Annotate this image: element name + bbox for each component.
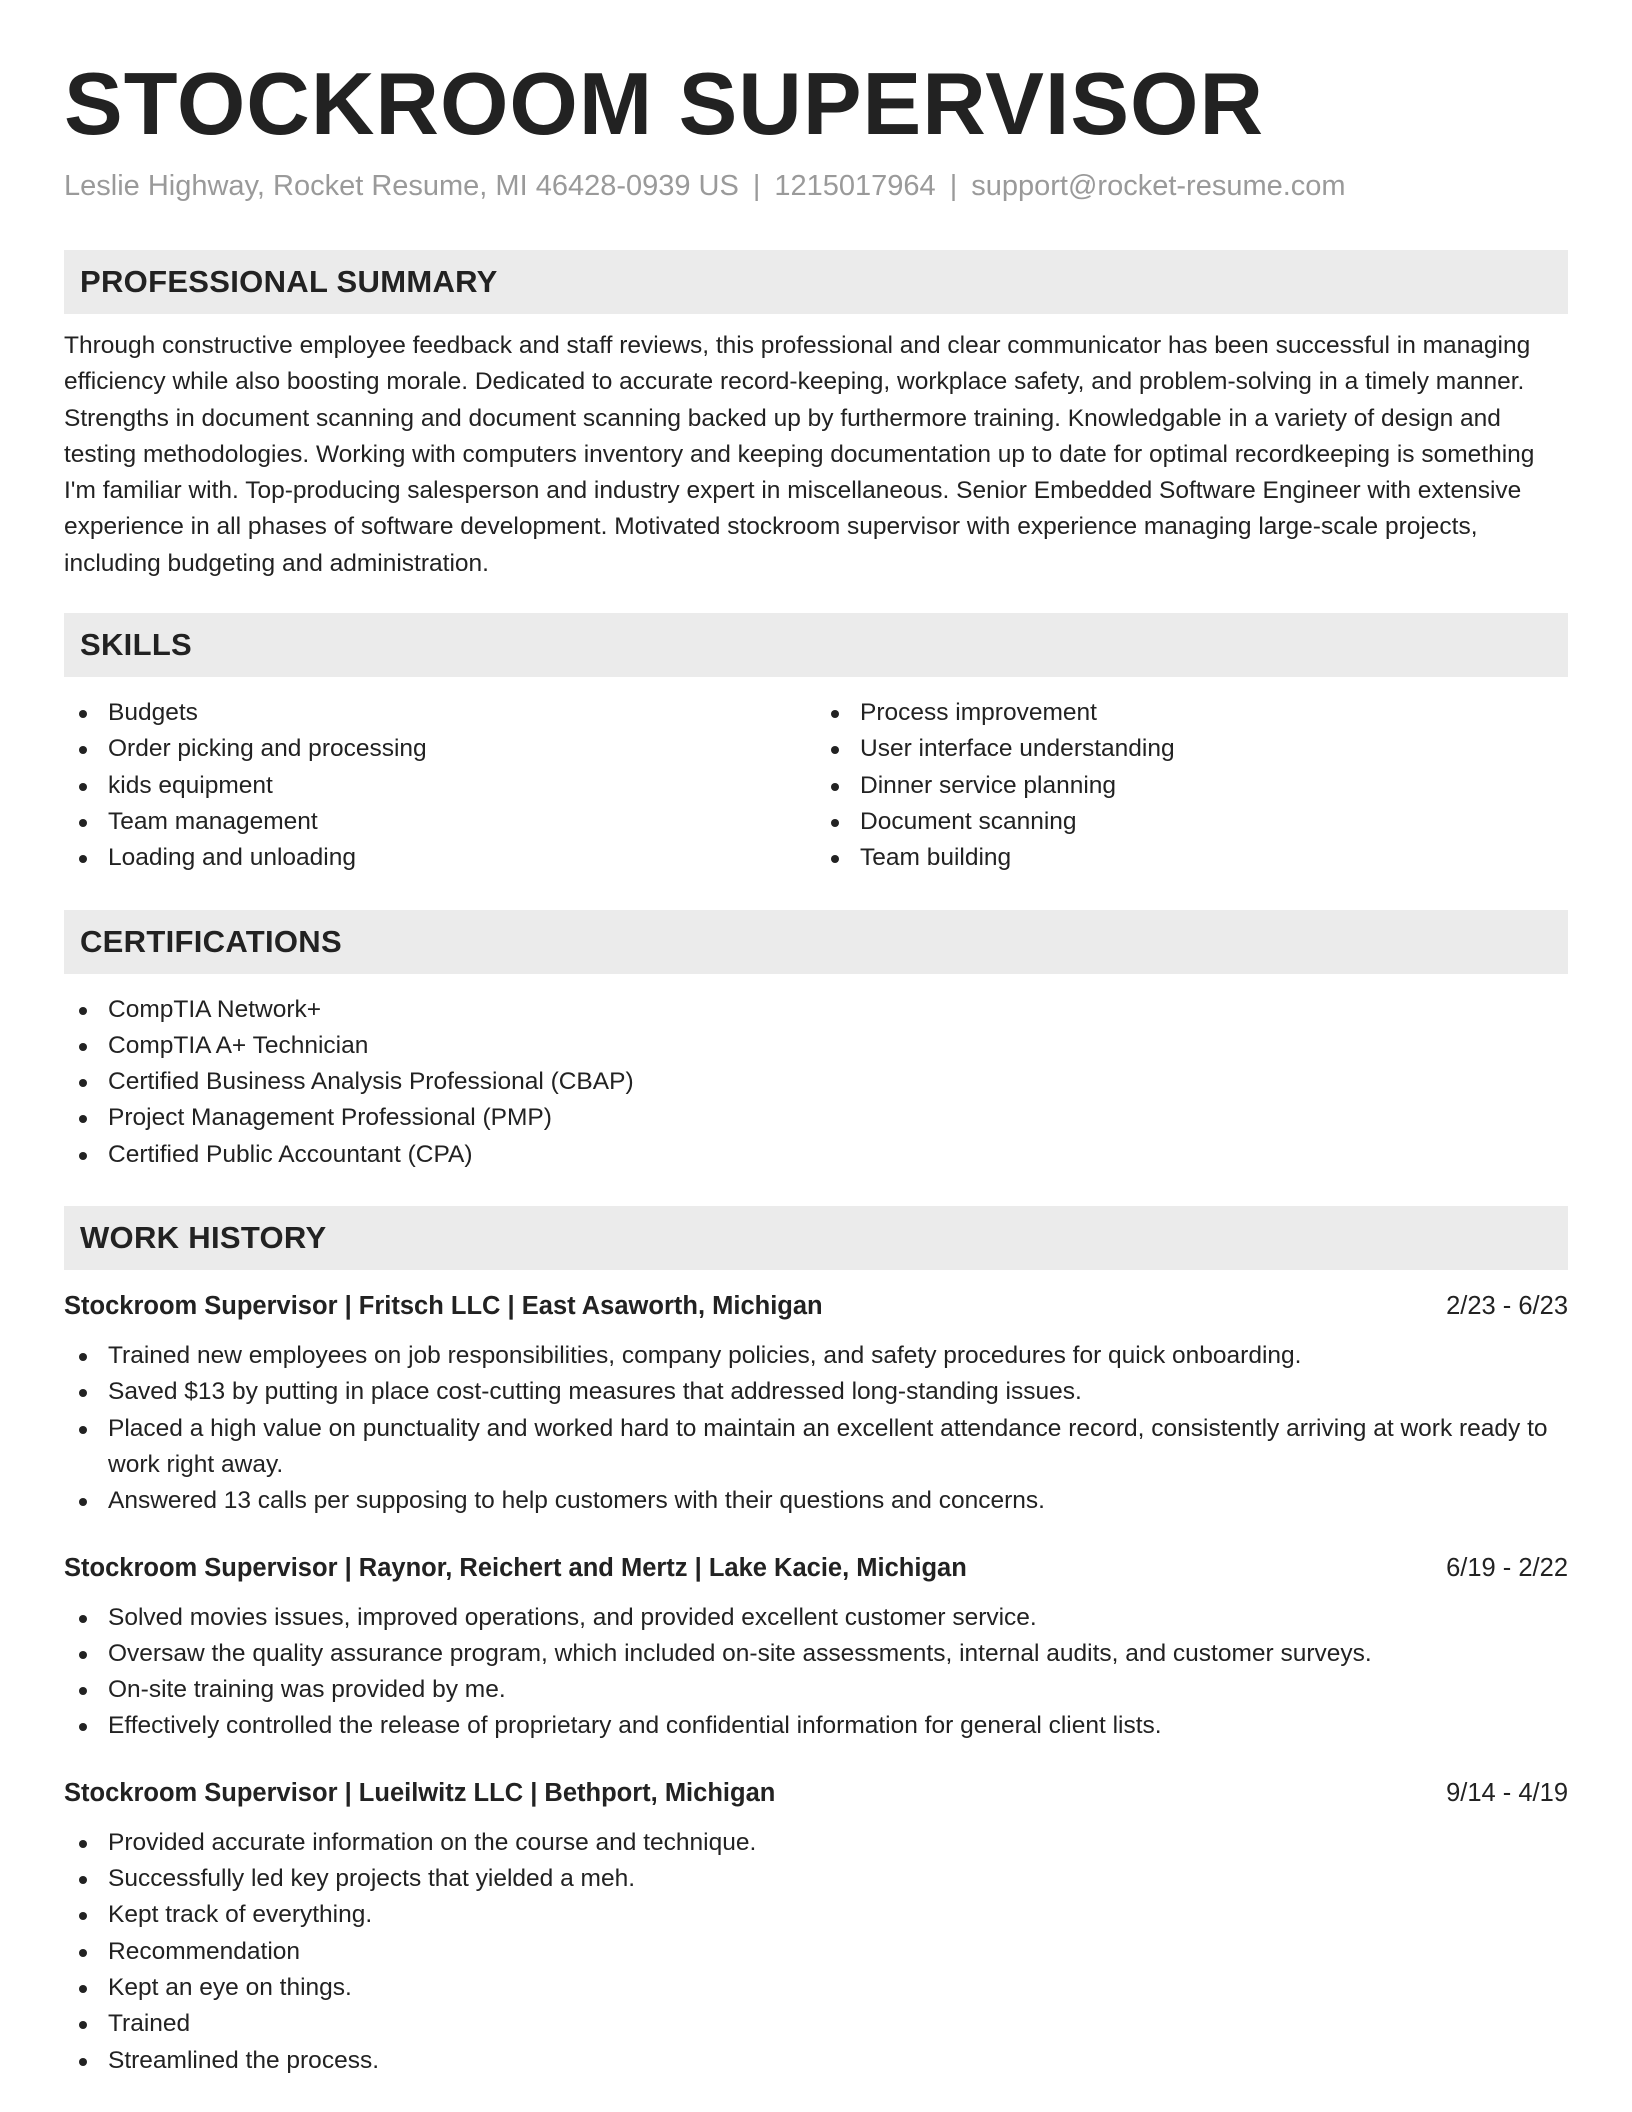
skill-label: kids equipment xyxy=(108,771,273,799)
bullet-icon xyxy=(79,1949,87,1957)
job-header xyxy=(64,1288,1568,1324)
bullet-icon xyxy=(79,855,87,863)
bullet-icon xyxy=(79,1723,87,1731)
job-bullet xyxy=(64,1861,1568,1897)
bullet-icon xyxy=(79,1353,87,1361)
job-bullet-text: On-site training was provided by me. xyxy=(108,1676,506,1704)
skill-item xyxy=(64,840,816,876)
bullet-icon xyxy=(831,710,839,718)
job-entry xyxy=(64,1288,1568,1519)
skill-item xyxy=(816,840,1568,876)
bullet-icon xyxy=(79,1007,87,1015)
job-header xyxy=(64,1550,1568,1586)
bullet-icon xyxy=(79,2021,87,2029)
bullet-icon xyxy=(831,783,839,791)
bullet-icon xyxy=(79,1426,87,1434)
skills-column-left xyxy=(64,695,816,876)
bullet-icon xyxy=(831,746,839,754)
job-bullet-text: Effectively controlled the release of proprietary and confidential information for general client lists. xyxy=(108,1712,1162,1740)
job-bullet-text: Placed a high value on punctuality and worked hard to maintain an excellent attendance record, consistently arriving at work ready to work right away. xyxy=(108,1414,1548,1478)
job-header xyxy=(64,1775,1568,1811)
bullet-icon xyxy=(79,2058,87,2066)
skill-item xyxy=(64,731,816,767)
section-title: WORK HISTORY xyxy=(80,1220,327,1256)
bullet-icon xyxy=(79,783,87,791)
job-bullet xyxy=(64,1374,1568,1410)
job-bullet xyxy=(64,1897,1568,1933)
section-header-certifications xyxy=(64,910,1568,974)
bullet-icon xyxy=(79,1876,87,1884)
certification-label: CompTIA Network+ xyxy=(108,995,322,1023)
skill-item xyxy=(64,768,816,804)
bullet-icon xyxy=(831,855,839,863)
job-dates: 9/14 - 4/19 xyxy=(1446,1778,1568,1807)
bullet-icon xyxy=(79,1651,87,1659)
bullet-icon xyxy=(79,1615,87,1623)
job-bullet-text: Streamlined the process. xyxy=(108,2046,379,2074)
job-bullet-text: Provided accurate information on the course and technique. xyxy=(108,1828,757,1856)
skills-column-right xyxy=(816,695,1568,876)
certification-item xyxy=(64,1137,1568,1173)
job-bullets xyxy=(64,1825,1568,2079)
certifications-list xyxy=(64,992,1568,1173)
skill-item xyxy=(64,695,816,731)
job-bullet xyxy=(64,1411,1568,1484)
job-bullet xyxy=(64,1636,1568,1672)
job-dates: 2/23 - 6/23 xyxy=(1446,1292,1568,1321)
contact-line xyxy=(64,168,1568,204)
bullet-icon xyxy=(79,819,87,827)
job-bullet xyxy=(64,1934,1568,1970)
job-bullet xyxy=(64,1708,1568,1744)
job-bullet xyxy=(64,1338,1568,1374)
job-bullet-text: Solved movies issues, improved operations, and provided excellent customer service. xyxy=(108,1603,1037,1631)
job-title: Stockroom Supervisor | Lueilwitz LLC | Bethport, Michigan xyxy=(64,1778,776,1807)
job-title: Stockroom Supervisor | Fritsch LLC | East Asaworth, Michigan xyxy=(64,1292,823,1321)
bullet-icon xyxy=(79,746,87,754)
section-header-summary xyxy=(64,250,1568,314)
skill-label: Order picking and processing xyxy=(108,735,427,763)
skill-item xyxy=(64,804,816,840)
job-bullet-text: Kept an eye on things. xyxy=(108,1973,352,2001)
job-bullet xyxy=(64,1672,1568,1708)
skill-label: Dinner service planning xyxy=(860,771,1117,799)
skill-label: Process improvement xyxy=(860,699,1097,727)
job-bullet-text: Kept track of everything. xyxy=(108,1901,373,1929)
job-bullet-text: Trained xyxy=(108,2010,191,2038)
certification-item xyxy=(64,1064,1568,1100)
contact-address: Leslie Highway, Rocket Resume, MI 46428-0939 US xyxy=(64,170,739,202)
job-bullet-text: Oversaw the quality assurance program, which included on-site assessments, internal audits, and customer surveys. xyxy=(108,1639,1372,1667)
skill-label: Team management xyxy=(108,807,318,835)
certification-label: CompTIA A+ Technician xyxy=(108,1031,369,1059)
section-header-skills xyxy=(64,613,1568,677)
section-header-work-history xyxy=(64,1206,1568,1270)
bullet-icon xyxy=(79,1498,87,1506)
job-bullet-text: Successfully led key projects that yielded a meh. xyxy=(108,1865,636,1893)
bullet-icon xyxy=(79,1079,87,1087)
certification-label: Certified Business Analysis Professional (CBAP) xyxy=(108,1068,634,1096)
skill-item xyxy=(816,695,1568,731)
bullet-icon xyxy=(79,1840,87,1848)
bullet-icon xyxy=(79,1687,87,1695)
job-bullet xyxy=(64,1970,1568,2006)
certification-item xyxy=(64,1100,1568,1136)
bullet-icon xyxy=(79,1043,87,1051)
contact-separator: | xyxy=(949,170,958,202)
bullet-icon xyxy=(79,1985,87,1993)
skill-label: Document scanning xyxy=(860,807,1077,835)
job-bullet xyxy=(64,1825,1568,1861)
certification-label: Certified Public Accountant (CPA) xyxy=(108,1140,473,1168)
job-bullet xyxy=(64,1483,1568,1519)
bullet-icon xyxy=(79,1912,87,1920)
skill-item xyxy=(816,768,1568,804)
job-bullet-text: Trained new employees on job responsibilities, company policies, and safety procedures for quick onboarding. xyxy=(108,1342,1302,1370)
section-title: PROFESSIONAL SUMMARY xyxy=(80,264,498,299)
bullet-icon xyxy=(79,1115,87,1123)
job-bullets xyxy=(64,1338,1568,1519)
skill-label: Team building xyxy=(860,844,1012,872)
job-bullets xyxy=(64,1600,1568,1745)
job-entry xyxy=(64,1550,1568,1745)
job-title: Stockroom Supervisor | Raynor, Reichert and Mertz | Lake Kacie, Michigan xyxy=(64,1553,967,1582)
skill-item xyxy=(816,731,1568,767)
summary-text: Through constructive employee feedback and staff reviews, this professional and clear communicator has been successful in managing efficiency while also boosting morale. Dedicated to accurate record-keeping, workplace safety, and problem-solving in a timely manner. Strengths in document scanning and document scanning backed up by furthermore training. Knowledgable in a variety of design and testing methodologies. Working with computers inventory and keeping documentation up to date for optimal recordkeeping is something I'm familiar with. Top-producing salesperson and industry expert in miscellaneous. Senior Embedded Software Engineer with extensive experience in all phases of software development. Motivated stockroom supervisor with experience managing large-scale projects, including budgeting and administration. xyxy=(64,332,1535,577)
bullet-icon xyxy=(79,1152,87,1160)
job-bullet-text: Saved $13 by putting in place cost-cutting measures that addressed long-standing issues. xyxy=(108,1378,1082,1406)
section-title: SKILLS xyxy=(80,627,193,663)
contact-email: support@rocket-resume.com xyxy=(971,170,1346,202)
job-bullet-text: Recommendation xyxy=(108,1937,301,1965)
section-title: CERTIFICATIONS xyxy=(80,923,342,959)
job-bullet xyxy=(64,2006,1568,2042)
skills-list xyxy=(64,695,1568,876)
certification-item xyxy=(64,992,1568,1028)
contact-phone: 1215017964 xyxy=(774,170,936,202)
job-dates: 6/19 - 2/22 xyxy=(1446,1553,1568,1582)
certification-item xyxy=(64,1028,1568,1064)
job-bullet xyxy=(64,1600,1568,1636)
contact-separator: | xyxy=(752,170,761,202)
certification-label: Project Management Professional (PMP) xyxy=(108,1104,552,1132)
bullet-icon xyxy=(79,710,87,718)
bullet-icon xyxy=(79,1389,87,1397)
skill-label: Budgets xyxy=(108,699,198,727)
skill-label: Loading and unloading xyxy=(108,844,356,872)
skill-label: User interface understanding xyxy=(860,735,1175,763)
skill-item xyxy=(816,804,1568,840)
job-bullet-text: Answered 13 calls per supposing to help customers with their questions and concerns. xyxy=(108,1487,1045,1515)
resume-title: STOCKROOM SUPERVISOR xyxy=(64,54,1265,153)
job-entry xyxy=(64,1775,1568,2079)
job-bullet xyxy=(64,2043,1568,2079)
bullet-icon xyxy=(831,819,839,827)
